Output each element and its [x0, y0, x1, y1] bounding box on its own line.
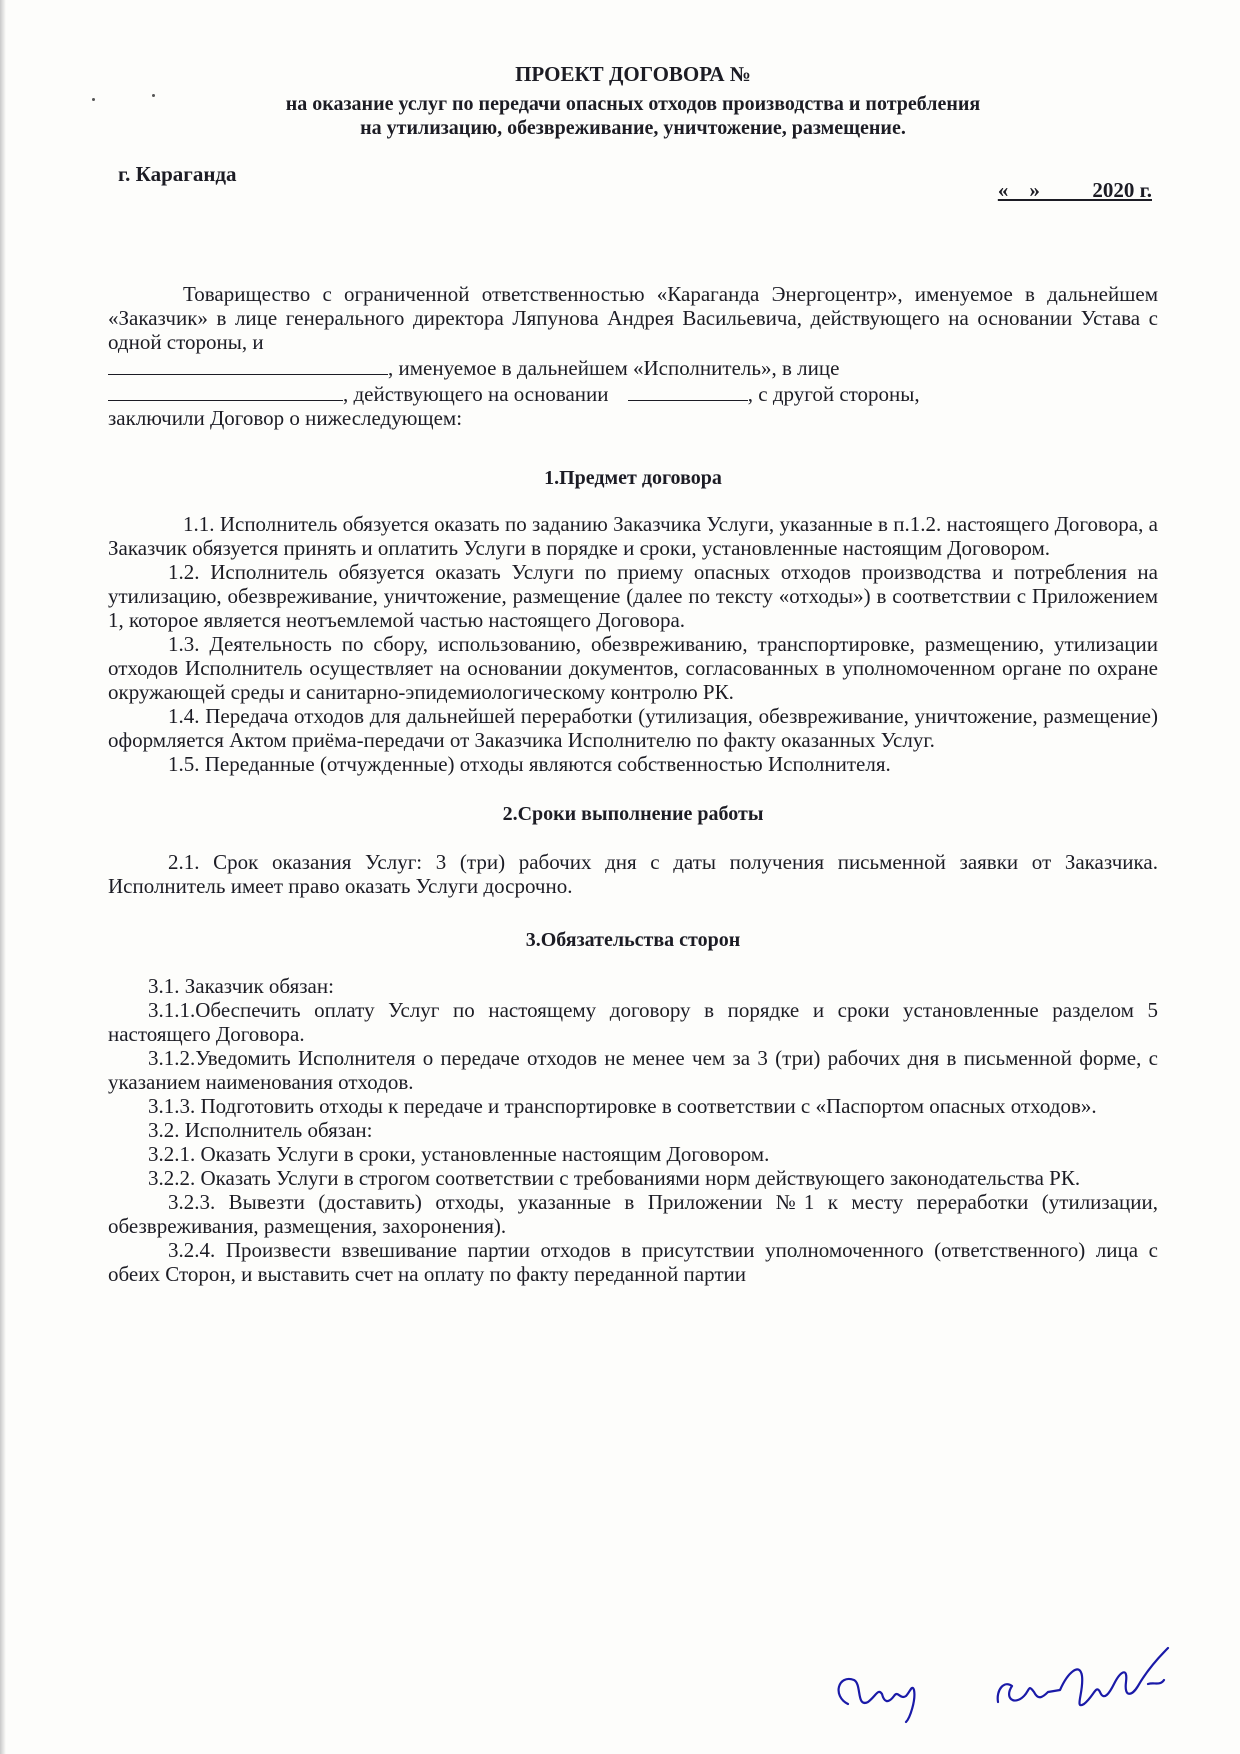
intro-paragraph: Товарищество с ограниченной ответственностью «Караганда Энергоцентр», именуемое в дальнейшем «Заказчик» в лице генерального директора Ляпунова Андрея Васильевича, действующего на основании Устава с одной стороны, и [108, 282, 1158, 354]
document-subtitle-line2: на утилизацию, обезвреживание, уничтожение, размещение. [360, 117, 906, 139]
clause: 3.1. Заказчик обязан: [148, 974, 334, 998]
clause: 1.5. Переданные (отчужденные) отходы являются собственностью Исполнителя. [168, 752, 891, 776]
clause: 1.4. Передача отходов для дальнейшей переработки (утилизация, обезвреживание, уничтожение, размещение) оформляется Актом приёма-передачи от Заказчика Исполнителю по факту оказанных Услуг. [108, 704, 1158, 752]
clause: 1.3. Деятельность по сбору, использованию, обезвреживанию, транспортировке, размещению, утилизации отходов Исполнитель осуществляет на основании документов, согласованных в уполномоченном органе по охране окружающей среды и санитарно-эпидемиологическому контролю РК. [108, 632, 1158, 704]
clause: 3.1.2.Уведомить Исполнителя о передаче отходов не менее чем за 3 (три) рабочих дня в письменной форме, с указанием наименования отходов. [108, 1046, 1158, 1094]
handwritten-signatures [828, 1626, 1188, 1736]
signature-initial-2 [998, 1648, 1168, 1705]
document-page [108, 62, 1158, 1286]
section-heading: 1.Предмет договора [544, 467, 722, 489]
intro-basis-line [108, 382, 1158, 406]
executor-name-blank [108, 356, 388, 375]
contract-city: г. Караганда [118, 162, 237, 186]
section-heading: 3.Обязательства сторон [525, 929, 741, 951]
clause: 1.1. Исполнитель обязуется оказать по заданию Заказчика Услуги, указанные в п.1.2. настоящего Договора, а Заказчик обязуется принять и оплатить Услуги в порядке и сроки, установленные настоящим Договором. [108, 512, 1158, 560]
clause: 1.2. Исполнитель обязуется оказать Услуги по приему опасных отходов производства и потребления на утилизацию, обезвреживание, уничтожение, размещение (далее по тексту «отходы») в соответствии с Приложением 1, которое является неотъемлемой частью настоящего Договора. [108, 560, 1158, 632]
clause: 3.1.3. Подготовить отходы к передаче и транспортировке в соответствии с «Паспортом опасных отходов». [148, 1094, 1097, 1118]
clause: 3.1.1.Обеспечить оплату Услуг по настоящему договору в порядке и сроки установленные разделом 5 настоящего Договора. [108, 998, 1158, 1046]
executor-basis-blank [628, 382, 748, 401]
intro-executor-text: , именуемое в дальнейшем «Исполнитель», в лице [388, 356, 840, 380]
executor-representative-blank [108, 382, 343, 401]
intro-closing: заключили Договор о нижеследующем: [108, 406, 463, 430]
clause: 3.2.4. Произвести взвешивание партии отходов в присутствии уполномоченного (ответственного) лица с обеих Сторон, и выставить счет на оплату по факту переданной партии [108, 1238, 1158, 1286]
section-heading: 2.Сроки выполнение работы [502, 803, 764, 825]
clause: 3.2. Исполнитель обязан: [148, 1118, 373, 1142]
document-subtitle-line1: на оказание услуг по передачи опасных отходов производства и потребления [285, 93, 981, 115]
clause: 3.2.2. Оказать Услуги в строгом соответствии с требованиями норм действующего законодательства РК. [148, 1166, 1081, 1190]
scan-edge [0, 0, 6, 1754]
signature-initial-1 [839, 1679, 915, 1722]
place-date-row [108, 162, 1158, 222]
intro-executor-line [108, 356, 1158, 380]
document-title: ПРОЕКТ ДОГОВОРА № [515, 62, 751, 86]
intro-other-side-text: , с другой стороны, [747, 382, 920, 406]
clause: 3.2.1. Оказать Услуги в сроки, установленные настоящим Договором. [148, 1142, 770, 1166]
intro-basis-text: , действующего на основании [343, 382, 609, 406]
clause: 2.1. Срок оказания Услуг: 3 (три) рабочих дня с даты получения письменной заявки от Заказчика. Исполнитель имеет право оказать Услуги досрочно. [108, 850, 1158, 898]
scan-speck [92, 98, 95, 101]
clause: 3.2.3. Вывезти (доставить) отходы, указанные в Приложении №1 к месту переработки (утилизации, обезвреживания, размещения, захоронения). [108, 1190, 1158, 1238]
contract-date: « » 2020 г. [997, 178, 1152, 202]
